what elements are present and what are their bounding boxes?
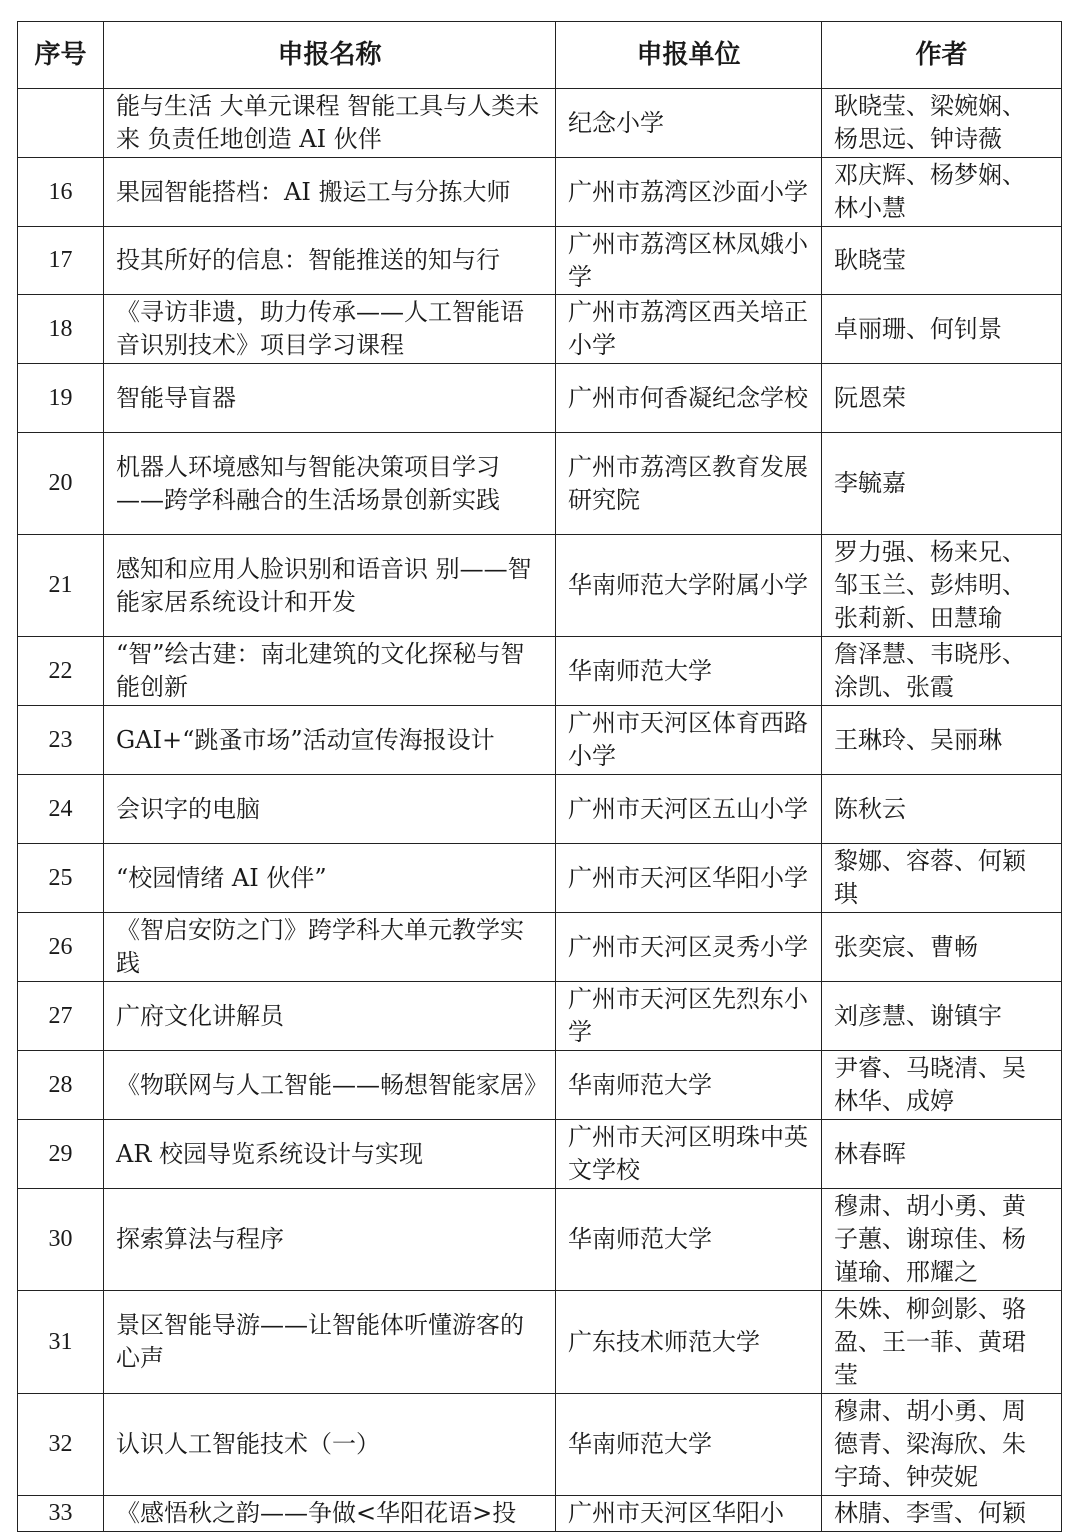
award-table	[17, 21, 1062, 1532]
row-unit: 广州市天河区体育西路小学	[556, 706, 822, 775]
row-number: 31	[18, 1291, 104, 1394]
row-author: 詹泽慧、韦晓彤、涂凯、张霞	[822, 637, 1062, 706]
table-row	[18, 775, 1062, 844]
row-unit: 广州市天河区五山小学	[556, 775, 822, 844]
row-author: 刘彦慧、谢镇宇	[822, 982, 1062, 1051]
table-row	[18, 158, 1062, 227]
row-project-name: 机器人环境感知与智能决策项目学习——跨学科融合的生活场景创新实践	[104, 433, 556, 535]
row-project-name: 果园智能搭档：AI 搬运工与分拣大师	[104, 158, 556, 227]
row-number: 25	[18, 844, 104, 913]
row-author: 邓庆辉、杨梦娴、林小慧	[822, 158, 1062, 227]
row-author: 林春晖	[822, 1120, 1062, 1189]
table-row	[18, 1189, 1062, 1291]
header-author: 作者	[822, 22, 1062, 89]
row-author: 卓丽珊、何钊景	[822, 295, 1062, 364]
row-author: 林腈、李雪、何颖	[822, 1496, 1062, 1532]
row-unit: 广州市荔湾区林凤娥小学	[556, 227, 822, 295]
row-project-name: GAI+“跳蚤市场”活动宣传海报设计	[104, 706, 556, 775]
row-project-name: 广府文化讲解员	[104, 982, 556, 1051]
row-unit: 广州市荔湾区西关培正小学	[556, 295, 822, 364]
row-project-name: “校园情绪 AI 伙伴”	[104, 844, 556, 913]
row-unit: 广州市荔湾区沙面小学	[556, 158, 822, 227]
table-row	[18, 1120, 1062, 1189]
table-row	[18, 913, 1062, 982]
row-unit: 广州市天河区先烈东小学	[556, 982, 822, 1051]
row-project-name: 《感悟秋之韵——争做<华阳花语>投	[104, 1496, 556, 1532]
row-number: 33	[18, 1496, 104, 1532]
row-author: 朱姝、柳剑影、骆盈、王一菲、黄珺莹	[822, 1291, 1062, 1394]
row-author: 王琳玲、吴丽琳	[822, 706, 1062, 775]
row-unit: 华南师范大学	[556, 637, 822, 706]
table-row	[18, 433, 1062, 535]
row-number: 29	[18, 1120, 104, 1189]
table-row	[18, 1291, 1062, 1394]
table-row	[18, 844, 1062, 913]
row-project-name: “智”绘古建：南北建筑的文化探秘与智能创新	[104, 637, 556, 706]
row-unit: 广州市天河区华阳小学	[556, 844, 822, 913]
document-page	[17, 21, 1062, 1532]
row-number: 27	[18, 982, 104, 1051]
row-author: 耿晓莹	[822, 227, 1062, 295]
row-number: 28	[18, 1051, 104, 1120]
row-number: 26	[18, 913, 104, 982]
row-unit: 华南师范大学	[556, 1051, 822, 1120]
row-number: 17	[18, 227, 104, 295]
row-unit: 广州市天河区灵秀小学	[556, 913, 822, 982]
row-project-name: 探索算法与程序	[104, 1189, 556, 1291]
row-author: 耿晓莹、梁婉娴、杨思远、钟诗薇	[822, 89, 1062, 158]
row-project-name: 景区智能导游——让智能体听懂游客的心声	[104, 1291, 556, 1394]
row-project-name: 《物联网与人工智能——畅想智能家居》	[104, 1051, 556, 1120]
row-author: 黎娜、容蓉、何颖琪	[822, 844, 1062, 913]
row-unit: 华南师范大学	[556, 1189, 822, 1291]
row-author: 尹睿、马晓清、吴林华、成婷	[822, 1051, 1062, 1120]
table-row	[18, 364, 1062, 433]
table-row	[18, 295, 1062, 364]
row-author: 陈秋云	[822, 775, 1062, 844]
table-row	[18, 637, 1062, 706]
row-unit: 广州市荔湾区教育发展研究院	[556, 433, 822, 535]
row-project-name: 智能导盲器	[104, 364, 556, 433]
row-project-name: 《智启安防之门》跨学科大单元教学实践	[104, 913, 556, 982]
table-row	[18, 1394, 1062, 1496]
table-row	[18, 227, 1062, 295]
table-row	[18, 1051, 1062, 1120]
row-author: 罗力强、杨来兄、邹玉兰、彭炜明、张莉新、田慧瑜	[822, 535, 1062, 637]
row-unit: 广东技术师范大学	[556, 1291, 822, 1394]
row-project-name: 投其所好的信息：智能推送的知与行	[104, 227, 556, 295]
row-author: 穆肃、胡小勇、周德青、梁海欣、朱宇琦、钟荧妮	[822, 1394, 1062, 1496]
row-number: 19	[18, 364, 104, 433]
row-unit: 广州市天河区明珠中英文学校	[556, 1120, 822, 1189]
row-project-name: AR 校园导览系统设计与实现	[104, 1120, 556, 1189]
header-number: 序号	[18, 22, 104, 89]
row-unit: 华南师范大学	[556, 1394, 822, 1496]
table-row	[18, 1496, 1062, 1532]
row-number: 24	[18, 775, 104, 844]
header-project-name: 申报名称	[104, 22, 556, 89]
table-row	[18, 535, 1062, 637]
row-unit: 广州市何香凝纪念学校	[556, 364, 822, 433]
table-header-row	[18, 22, 1062, 89]
row-project-name: 会识字的电脑	[104, 775, 556, 844]
row-number: 23	[18, 706, 104, 775]
table-row	[18, 706, 1062, 775]
row-project-name: 感知和应用人脸识别和语音识 别——智能家居系统设计和开发	[104, 535, 556, 637]
row-number	[18, 89, 104, 158]
row-unit: 纪念小学	[556, 89, 822, 158]
row-number: 20	[18, 433, 104, 535]
row-number: 32	[18, 1394, 104, 1496]
row-author: 张奕宸、曹畅	[822, 913, 1062, 982]
table-row	[18, 982, 1062, 1051]
row-author: 李毓嘉	[822, 433, 1062, 535]
row-unit: 广州市天河区华阳小	[556, 1496, 822, 1532]
row-project-name: 能与生活 大单元课程 智能工具与人类未来 负责任地创造 AI 伙伴	[104, 89, 556, 158]
row-unit: 华南师范大学附属小学	[556, 535, 822, 637]
table-row	[18, 89, 1062, 158]
header-unit: 申报单位	[556, 22, 822, 89]
row-project-name: 《寻访非遗，助力传承——人工智能语音识别技术》项目学习课程	[104, 295, 556, 364]
row-author: 穆肃、胡小勇、黄子蕙、谢琼佳、杨谨瑜、邢耀之	[822, 1189, 1062, 1291]
row-number: 30	[18, 1189, 104, 1291]
row-number: 16	[18, 158, 104, 227]
row-number: 22	[18, 637, 104, 706]
row-number: 18	[18, 295, 104, 364]
row-number: 21	[18, 535, 104, 637]
row-project-name: 认识人工智能技术（一）	[104, 1394, 556, 1496]
row-author: 阮恩荣	[822, 364, 1062, 433]
